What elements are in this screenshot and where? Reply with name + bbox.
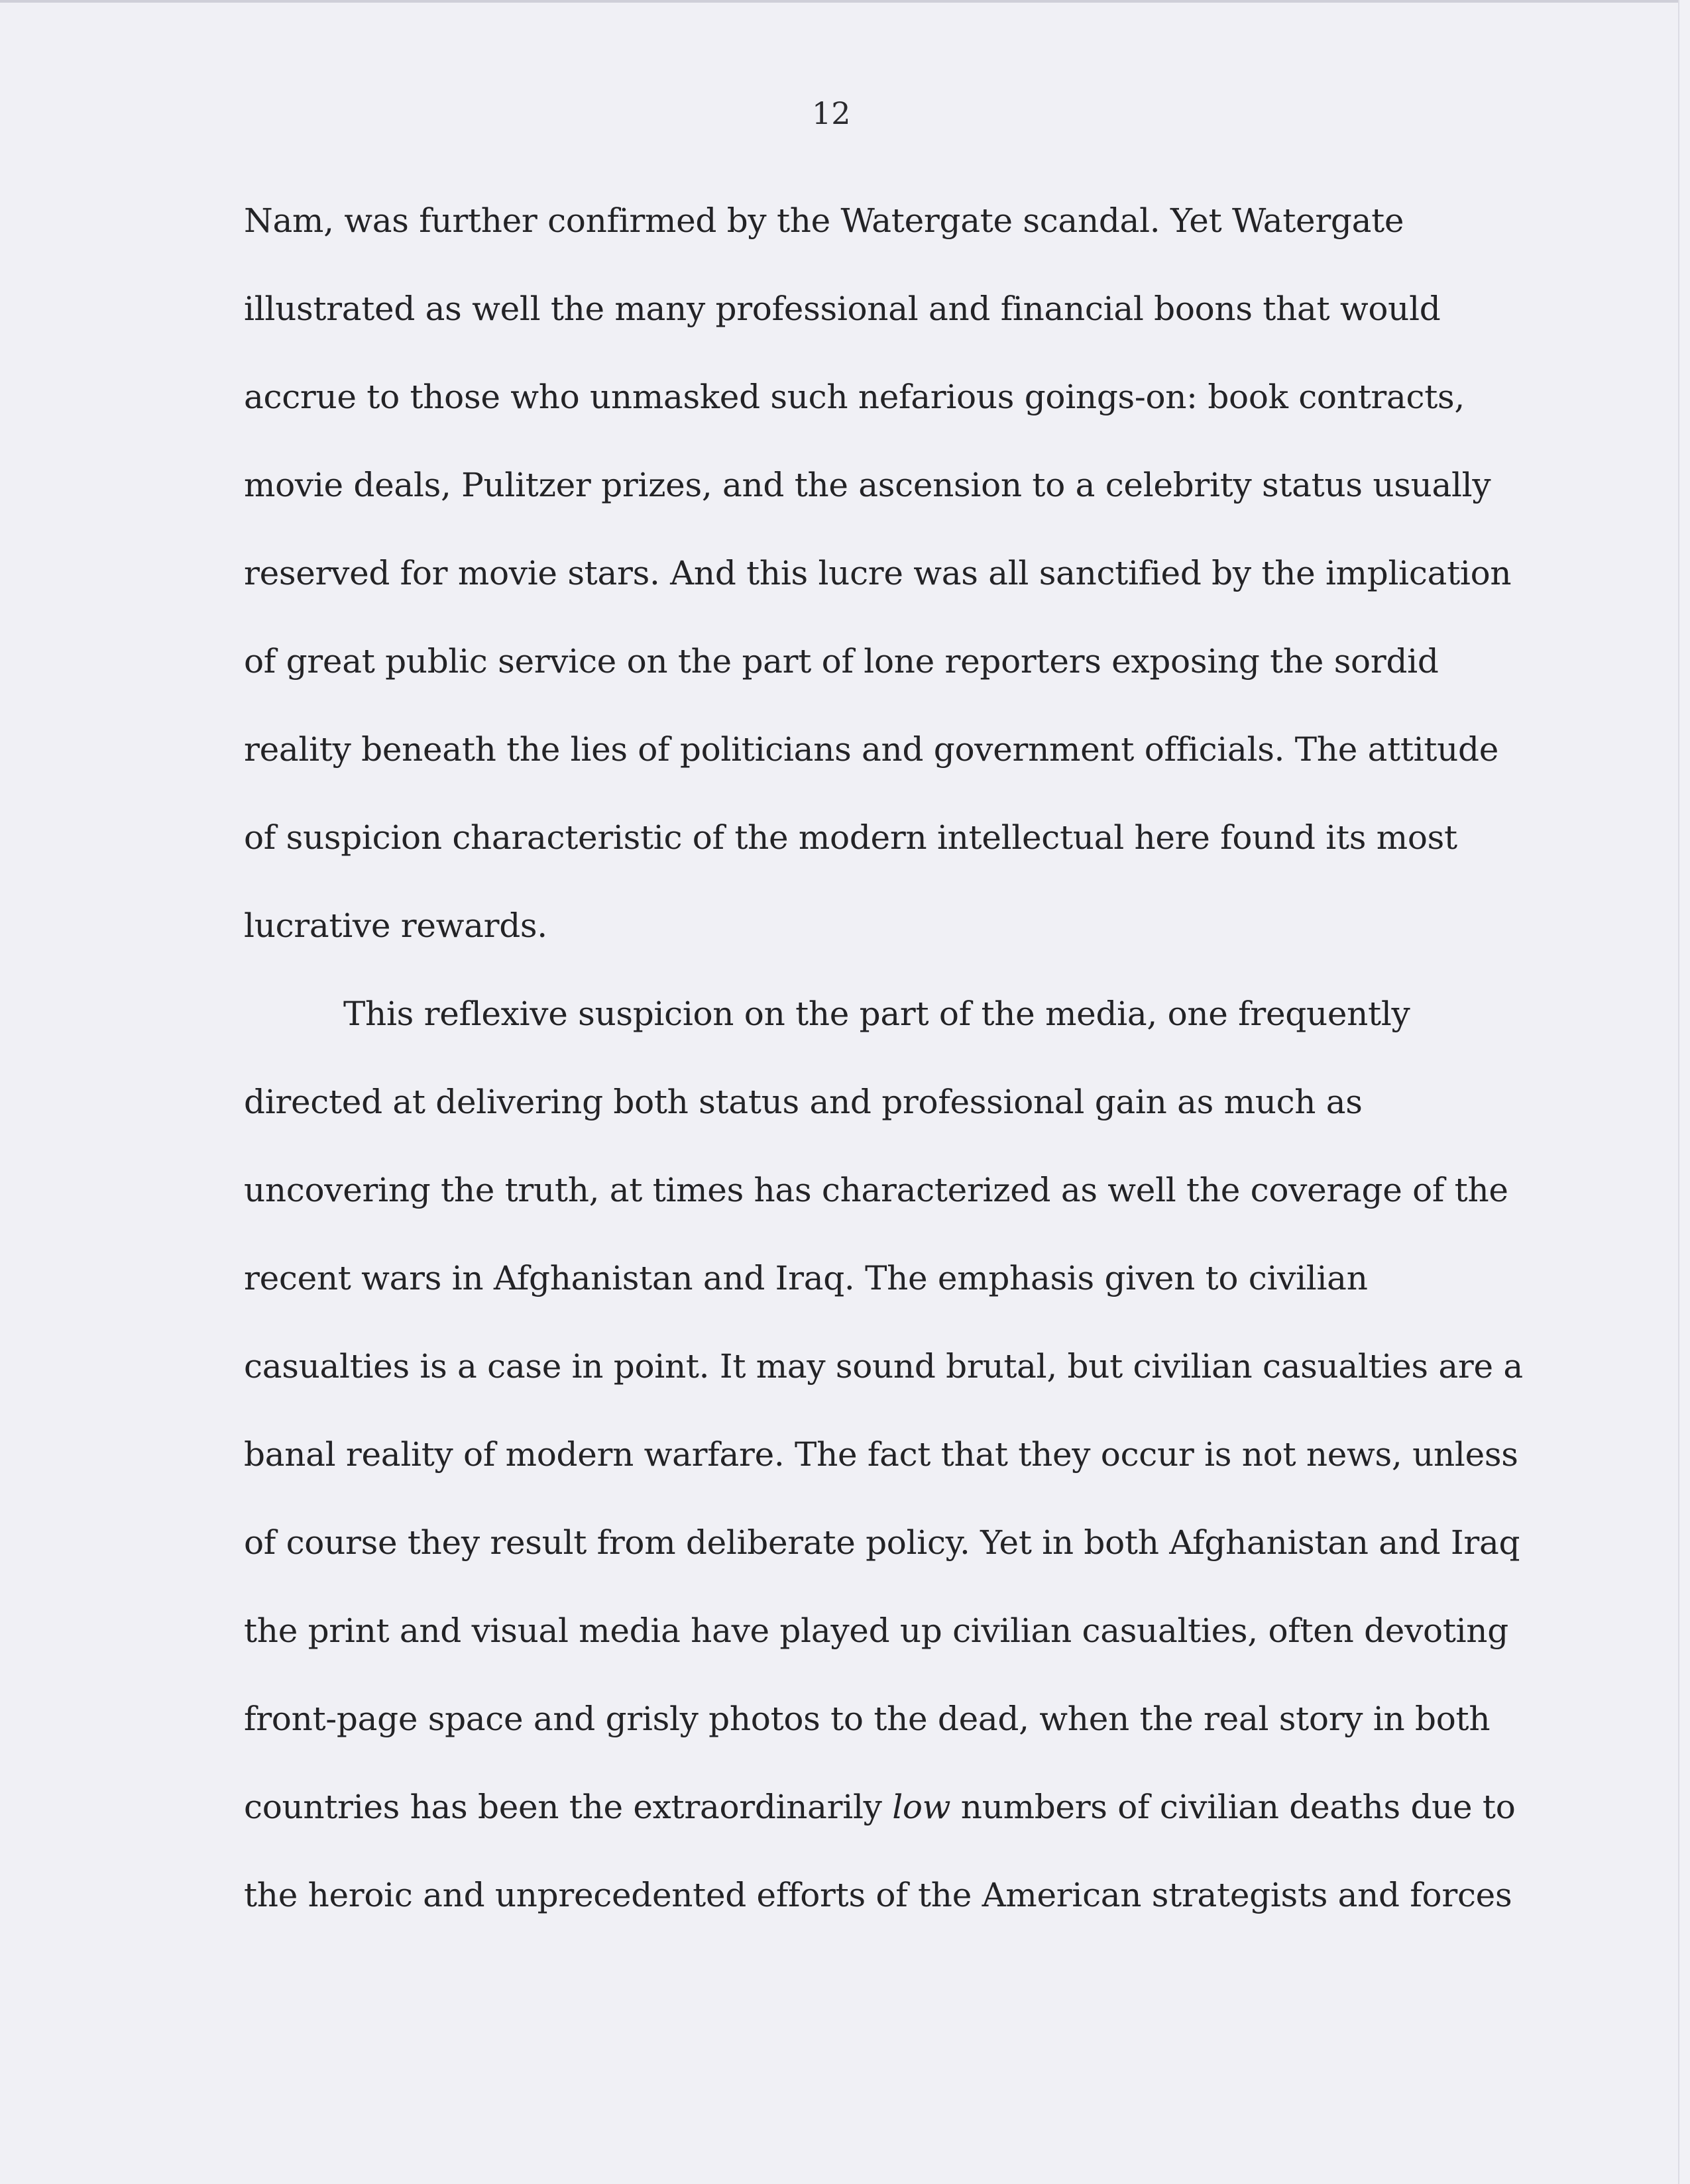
text-line: movie deals, Pulitzer prizes, and the ascension to a celebrity status usually — [244, 466, 1491, 504]
italic-emphasis: low — [892, 1788, 951, 1826]
text-line: the heroic and unprecedented efforts of the American strategists and forces — [244, 1876, 1512, 1914]
text-line: reserved for movie stars. And this lucre was all sanctified by the implication — [244, 554, 1512, 592]
text-line: of suspicion characteristic of the modern intellectual here found its most — [244, 818, 1457, 857]
text-line: front-page space and grisly photos to the dead, when the real story in both — [244, 1700, 1491, 1738]
text-line: of course they result from deliberate policy. Yet in both Afghanistan and Iraq — [244, 1523, 1520, 1562]
text-line: reality beneath the lies of politicians and government officials. The attitude — [244, 730, 1499, 769]
page-top-edge — [0, 0, 1678, 3]
paragraph-first-line: This reflexive suspicion on the part of the media, one frequently — [343, 995, 1410, 1033]
text-line: casualties is a case in point. It may sound brutal, but civilian casualties are a — [244, 1347, 1523, 1386]
body-text — [244, 197, 1629, 1960]
text-line: lucrative rewards. — [244, 906, 547, 945]
page-number: 12 — [812, 95, 851, 131]
text-line: directed at delivering both status and professional gain as much as — [244, 1083, 1363, 1121]
text-line: the print and visual media have played up civilian casualties, often devoting — [244, 1611, 1508, 1650]
text-line: uncovering the truth, at times has characterized as well the coverage of the — [244, 1171, 1508, 1209]
text-line-with-emphasis — [244, 1784, 1629, 1872]
text-segment: countries has been the extraordinarily — [244, 1788, 893, 1826]
text-line: accrue to those who unmasked such nefarious goings-on: book contracts, — [244, 378, 1465, 416]
text-line: illustrated as well the many professional and financial boons that would — [244, 290, 1441, 328]
text-line: Nam, was further confirmed by the Watergate scandal. Yet Watergate — [244, 201, 1404, 240]
text-segment: numbers of civilian deaths due to — [950, 1788, 1516, 1826]
text-line: recent wars in Afghanistan and Iraq. The emphasis given to civilian — [244, 1259, 1368, 1297]
text-line: of great public service on the part of lone reporters exposing the sordid — [244, 642, 1439, 681]
text-line: banal reality of modern warfare. The fact that they occur is not news, unless — [244, 1435, 1518, 1474]
